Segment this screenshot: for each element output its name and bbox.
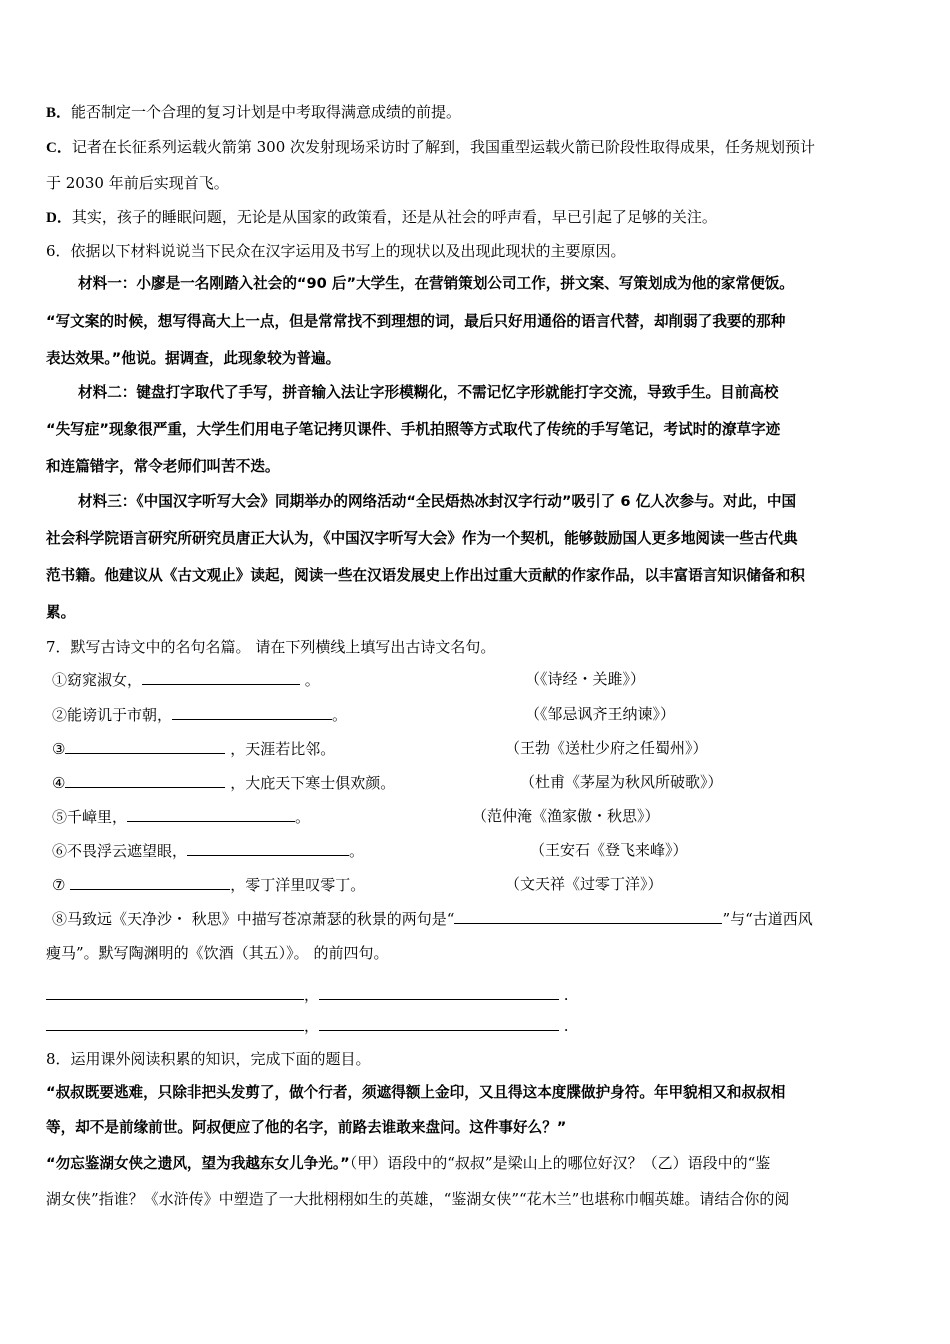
q6-material-1-line2: “写文案的时候，想写得高大上一点，但是常常找不到理想的词，最后只好用通俗的语言代替，却削弱了我要的那种 bbox=[46, 313, 786, 330]
q6-material-2-line2: “失写症”现象很严重，大学生们用电子笔记拷贝课件、手机拍照等方式取代了传统的手写笔记，考试时的潦草字迹 bbox=[46, 421, 781, 438]
question-8: 8．运用课外阅读积累的知识，完成下面的题目。 bbox=[46, 1050, 371, 1068]
option-d bbox=[46, 206, 908, 229]
q6-material-3-line3: 范书籍。他建议从《古文观止》读起，阅读一些在汉语发展史上作出过重大贡献的作家作品，以丰富语言知识储备和积 bbox=[46, 567, 805, 584]
q7-item-3-source: （王勃《送杜少府之任蜀州》） bbox=[505, 739, 708, 757]
q7-item-2: ②能谤讥于市朝， 。 bbox=[52, 703, 347, 726]
q7-item-7: ⑦ ，零丁洋里叹零丁。 bbox=[52, 873, 365, 896]
question-6: 6．依据以下材料说说当下民众在汉字运用及书写上的现状以及出现此现状的主要原因。 bbox=[46, 242, 626, 260]
q6-material-3-line1: 材料三：《中国汉字听写大会》同期举办的网络活动“全民焐热冰封汉字行动”吸引了 6 亿人次参与。对此，中国 bbox=[78, 493, 797, 510]
q6-material-1-line3: 表达效果。”他说。据调查，此现象较为普遍。 bbox=[46, 350, 341, 367]
answer-blank[interactable] bbox=[319, 1014, 559, 1031]
q7-item-3: ③ ，天涯若比邻。 bbox=[52, 737, 335, 760]
q7-item-2-source: （《邹忌讽齐王纳谏》） bbox=[525, 705, 676, 723]
q7-item-8: ⑧马致远《天净沙・ 秋思》中描写苍凉萧瑟的秋景的两句是“ ”与“古道西风 bbox=[52, 907, 813, 930]
option-c-cont bbox=[46, 172, 908, 194]
answer-blank[interactable] bbox=[142, 668, 300, 685]
option-d-text: 其实，孩子的睡眠问题，无论是从国家的政策看，还是从社会的呼声看，早已引起了足够的关注。 bbox=[71, 208, 717, 226]
q7-item-6-source: （王安石《登飞来峰》） bbox=[530, 841, 688, 859]
option-b bbox=[46, 101, 908, 124]
answer-blank[interactable] bbox=[65, 771, 225, 788]
q6-material-2-line1: 材料二：键盘打字取代了手写，拼音输入法让字形模糊化，不需记忆字形就能打字交流，导致手生。目前高校 bbox=[78, 384, 779, 401]
option-d-letter: D． bbox=[46, 210, 72, 226]
answer-blank[interactable] bbox=[70, 873, 230, 890]
answer-blank[interactable] bbox=[46, 983, 304, 1000]
q7-item-7-source: （文天祥《过零丁洋》） bbox=[505, 875, 663, 893]
q7-item-1-source: （《诗经・关雎》） bbox=[525, 670, 646, 688]
option-c bbox=[46, 136, 908, 159]
q7-poem-line-2: ， . bbox=[46, 1014, 569, 1037]
q6-material-3-line4: 累。 bbox=[46, 604, 76, 621]
q7-item-5-source: （范仲淹《渔家傲・秋思》） bbox=[472, 807, 660, 825]
answer-blank[interactable] bbox=[172, 703, 332, 720]
q7-item-5: ⑤千嶂里， 。 bbox=[52, 805, 310, 828]
q8-passage-a-line1: “叔叔既要逃难，只除非把头发剪了，做个行者，须遮得额上金印，又且得这本度牒做护身符。年甲貌相又和叔叔相 bbox=[46, 1084, 786, 1101]
answer-blank[interactable] bbox=[454, 907, 722, 924]
option-c-letter: C． bbox=[46, 140, 72, 156]
answer-blank[interactable] bbox=[65, 737, 225, 754]
q7-item-6: ⑥不畏浮云遮望眼， 。 bbox=[52, 839, 364, 862]
q8-passage-b-line1: “勿忘鉴湖女侠之遗风，望为我越东女儿争光。”（甲）语段中的“叔叔”是梁山上的哪位好汉？（乙）语段中的“鉴 bbox=[46, 1154, 771, 1172]
option-c-text-line2: 于 2030 年前后实现首飞。 bbox=[46, 174, 229, 192]
q7-item-4: ④ ，大庇天下寒士俱欢颜。 bbox=[52, 771, 395, 794]
answer-blank[interactable] bbox=[187, 839, 349, 856]
option-c-text-line1: 记者在长征系列运载火箭第 300 次发射现场采访时了解到，我国重型运载火箭已阶段性取得成果，任务规划预计 bbox=[71, 138, 816, 156]
q7-item-1: ①窈窕淑女， 。 bbox=[52, 668, 320, 691]
q6-material-2-line3: 和连篇错字，常令老师们叫苦不迭。 bbox=[46, 458, 280, 475]
q7-item-4-source: （杜甫《茅屋为秋风所破歌》） bbox=[520, 773, 723, 791]
q7-item-8-cont: 瘦马”。默写陶渊明的《饮酒（其五）》。 的前四句。 bbox=[46, 944, 389, 962]
q7-poem-line-1: ， . bbox=[46, 983, 569, 1006]
q8-passage-a-line2: 等，却不是前缘前世。阿叔便应了他的名字，前路去谁敢来盘问。这件事好么？” bbox=[46, 1119, 567, 1136]
q6-material-3-line2: 社会科学院语言研究所研究员唐正大认为，《中国汉字听写大会》作为一个契机，能够鼓励国人更多地阅读一些古代典 bbox=[46, 530, 798, 547]
question-7: 7．默写古诗文中的名句名篇。 请在下列横线上填写出古诗文名句。 bbox=[46, 638, 496, 656]
option-b-text: 能否制定一个合理的复习计划是中考取得满意成绩的前提。 bbox=[71, 103, 462, 121]
answer-blank[interactable] bbox=[319, 983, 559, 1000]
q8-question-line2: 湖女侠”指谁？《水浒传》中塑造了一大批栩栩如生的英雄，“鉴湖女侠”“花木兰”也堪称巾帼英雄。请结合你的阅 bbox=[46, 1190, 790, 1208]
q6-material-1-line1: 材料一：小廖是一名刚踏入社会的“90 后”大学生，在营销策划公司工作，拼文案、写策划成为他的家常便饭。 bbox=[78, 275, 794, 292]
option-b-letter: B． bbox=[46, 105, 72, 121]
answer-blank[interactable] bbox=[46, 1014, 304, 1031]
answer-blank[interactable] bbox=[127, 805, 295, 822]
